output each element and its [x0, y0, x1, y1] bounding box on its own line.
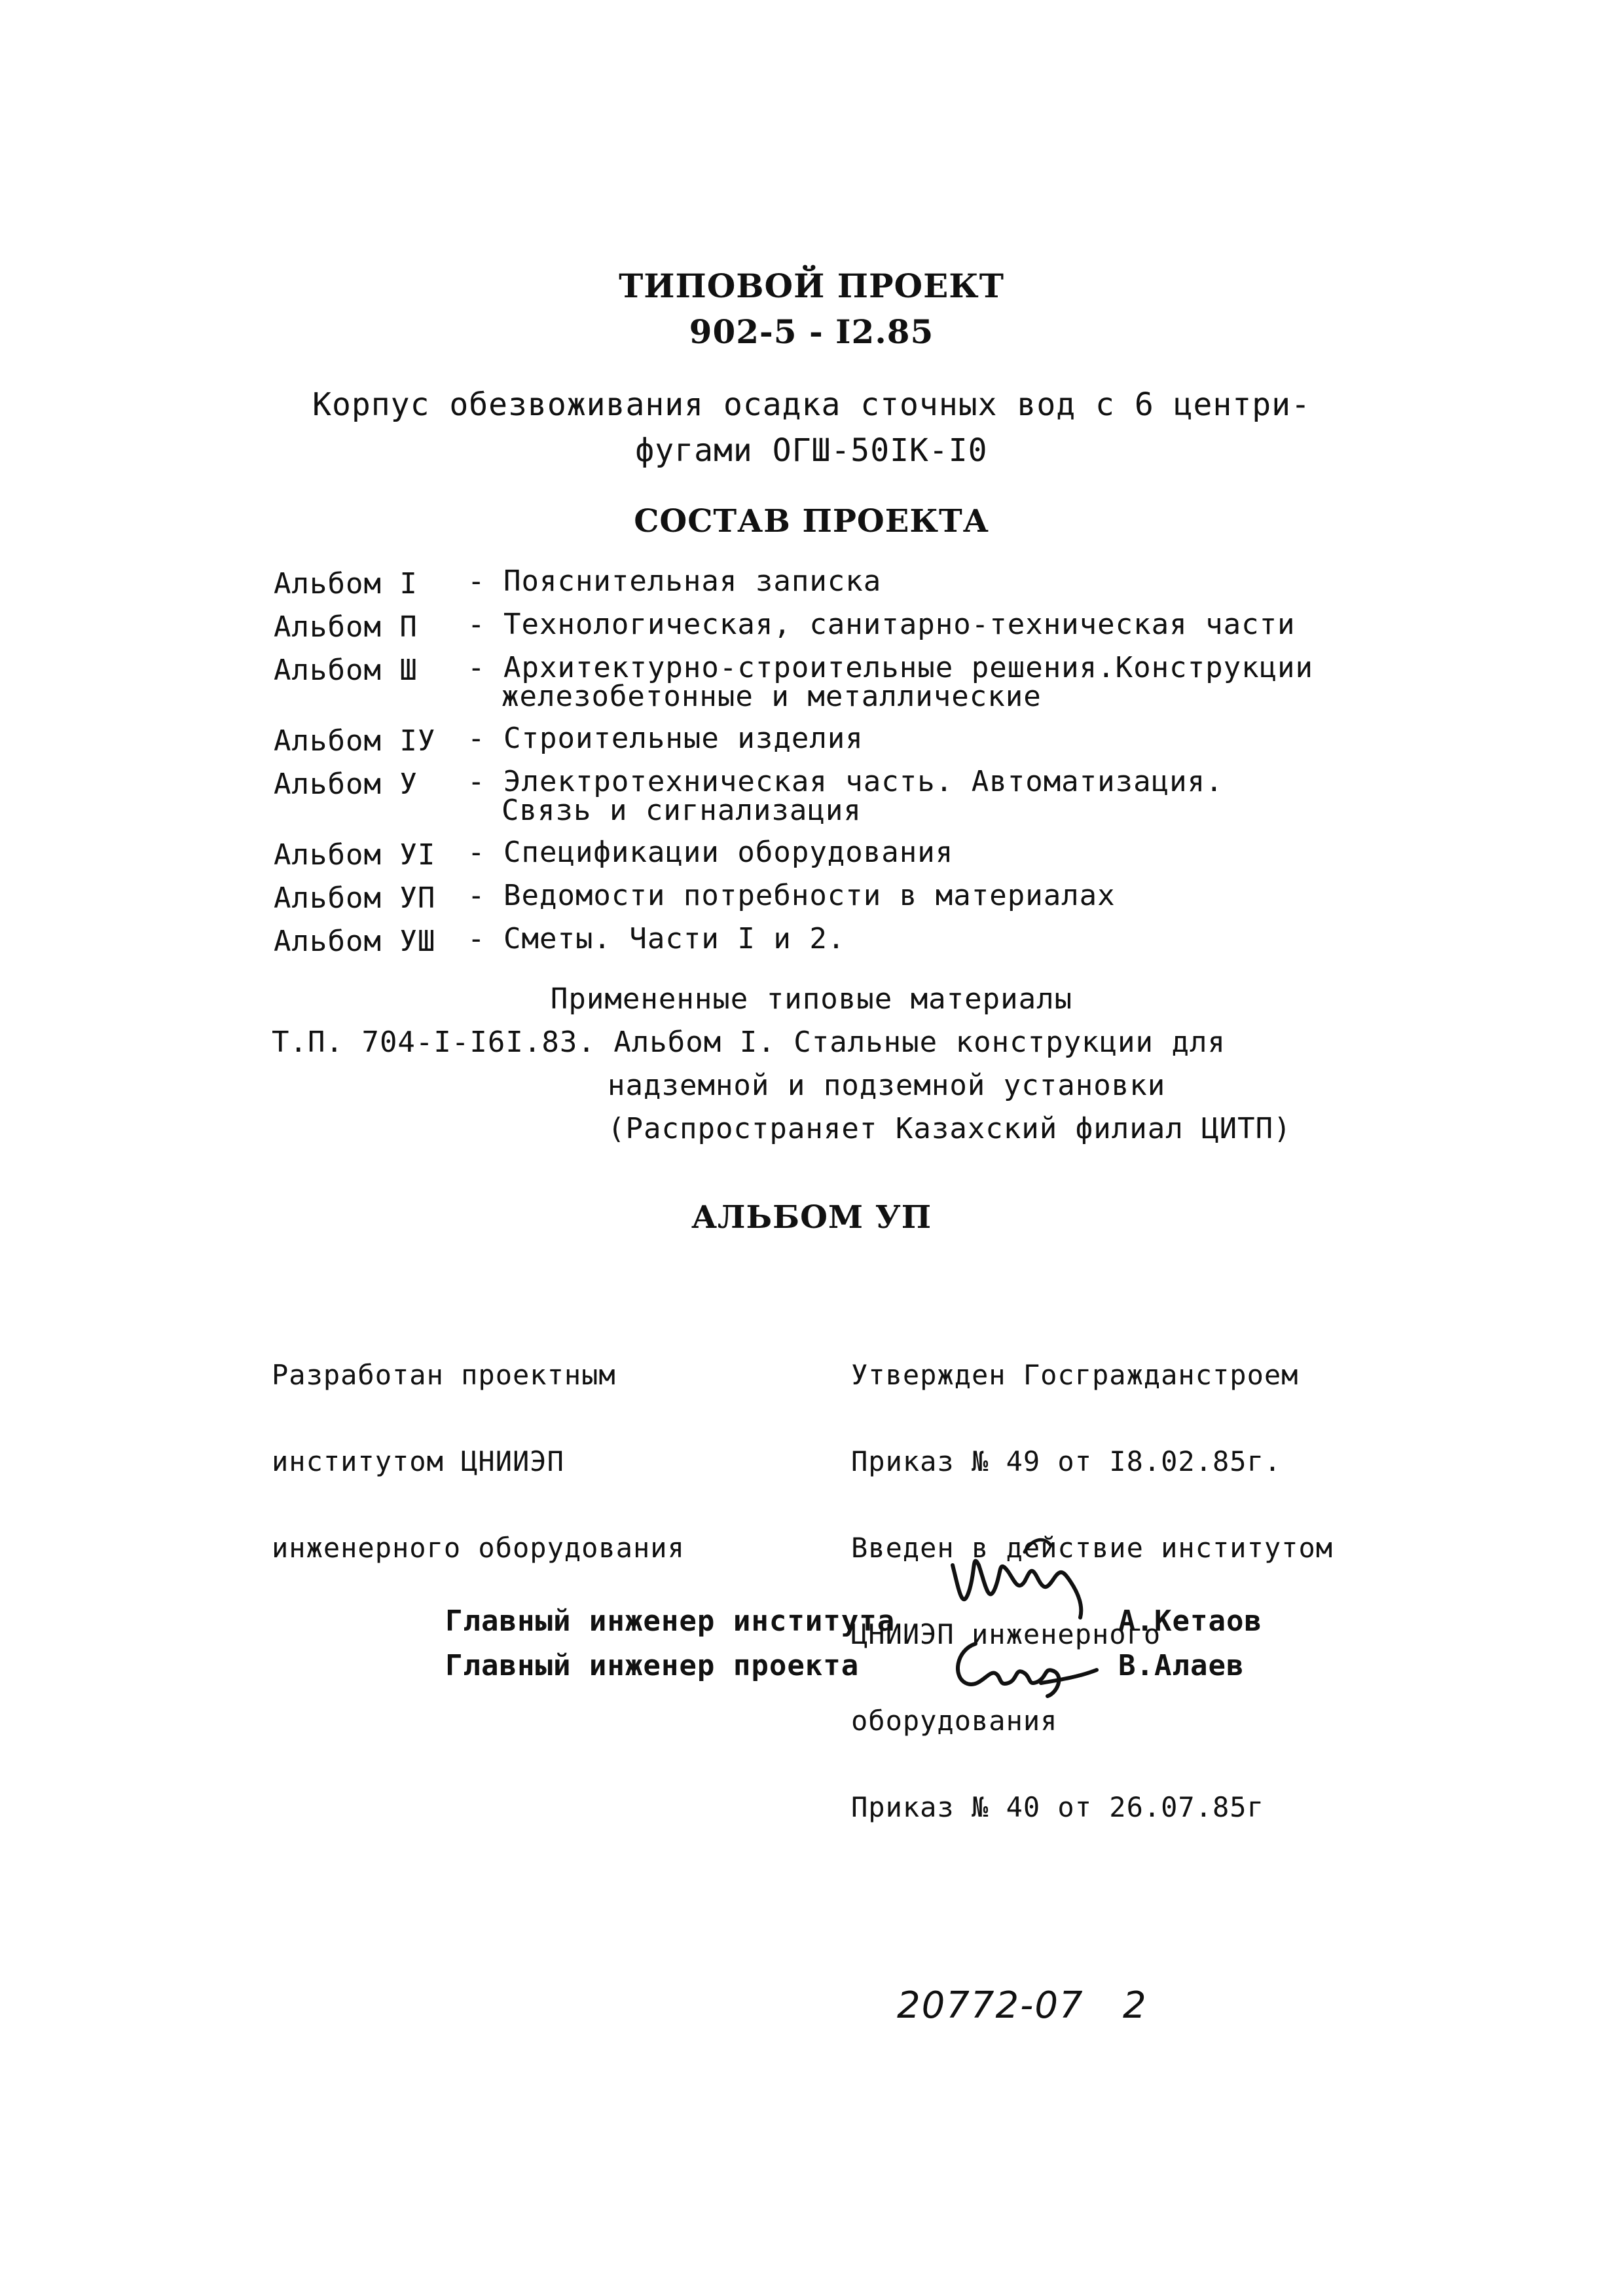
handwritten-signature — [946, 1526, 1097, 1624]
page-number: 2 — [1123, 1984, 1148, 2027]
approved-by-line: ЦНИИЭП инженерного — [851, 1618, 1161, 1650]
album-description — [467, 610, 1296, 639]
album-description-line: - Сметы. Части I и 2. — [467, 922, 846, 955]
album-description-line: железобетонные и металлические — [501, 680, 1042, 713]
signatory-name: В.Алаев — [1118, 1649, 1245, 1682]
album-description-line: - Архитектурно-строительные решения.Конструкции — [467, 651, 1314, 684]
document-code-and-page — [897, 1984, 1148, 2027]
album-description-line: - Ведомости потребности в материалах — [467, 879, 1116, 912]
album-description-line: - Строительные изделия — [467, 722, 864, 755]
developed-by-line: инженерного оборудования — [272, 1532, 685, 1564]
album-description-line: Связь и сигнализация — [501, 794, 862, 827]
doc-type-title: ТИПОВОЙ ПРОЕКТ — [619, 267, 1004, 305]
album-row — [0, 881, 1623, 921]
album-row — [0, 724, 1623, 764]
album-name: Альбом УП — [274, 881, 436, 915]
applied-materials-heading: Примененные типовые материалы — [550, 982, 1073, 1016]
project-description-line-2: фугами ОГШ-50IК-I0 — [635, 432, 988, 469]
document-code: 20772-07 — [897, 1984, 1084, 2027]
applied-materials-line-3: (Распространяет Казахский филиал ЦИТП) — [608, 1112, 1292, 1145]
album-description — [467, 922, 846, 955]
developed-by-line: Разработан проектным — [272, 1359, 616, 1391]
developed-by-block — [272, 1303, 685, 1620]
approved-by-line: Утвержден Госгражданстроем — [851, 1359, 1299, 1391]
doc-number: 902-5 - I2.85 — [689, 312, 934, 351]
album-description-line: - Спецификации оборудования — [467, 836, 954, 869]
album-row — [0, 765, 1623, 827]
album-name: Альбом УI — [274, 838, 436, 872]
album-row — [0, 651, 1623, 713]
album-description-line: - Технологическая, санитарно-техническая части — [467, 608, 1296, 641]
album-name: Альбом Ш — [274, 654, 418, 687]
album-description-line: - Пояснительная записка — [467, 565, 882, 598]
approved-by-line: Приказ № 40 от 26.07.85г — [851, 1791, 1264, 1823]
album-name: Альбом УШ — [274, 925, 436, 958]
approved-by-line: Приказ № 49 от I8.02.85г. — [851, 1445, 1282, 1477]
signatory-role: Главный инженер института — [445, 1604, 896, 1638]
album-description — [467, 567, 881, 596]
applied-materials-line-1: Т.П. 704-I-I6I.83. Альбом I. Стальные конструкции для — [272, 1026, 1226, 1059]
signatory-role: Главный инженер проекта — [445, 1649, 860, 1682]
current-album-title: АЛЬБОМ УП — [691, 1199, 932, 1236]
signatory-name: А.Кетаов — [1118, 1604, 1262, 1638]
album-row — [0, 567, 1623, 606]
album-row — [0, 838, 1623, 878]
album-row — [0, 610, 1623, 650]
developed-by-line: институтом ЦНИИЭП — [272, 1445, 564, 1477]
album-description-line: - Электротехническая часть. Автоматизация. — [467, 765, 1224, 798]
album-description — [467, 765, 1224, 827]
handwritten-signature — [949, 1631, 1100, 1703]
album-description — [467, 651, 1314, 713]
project-description-line-1: Корпус обезвоживания осадка сточных вод с 6 центри- — [312, 386, 1311, 423]
album-name: Альбом I — [274, 567, 418, 601]
applied-materials-line-2: надземной и подземной установки — [608, 1069, 1166, 1102]
album-description — [467, 724, 864, 753]
album-description — [467, 838, 953, 867]
album-name: Альбом У — [274, 768, 418, 801]
album-row — [0, 922, 1623, 964]
album-name: Альбом IУ — [274, 724, 436, 758]
approved-by-line: Введен в действие институтом — [851, 1532, 1334, 1564]
album-description — [467, 881, 1116, 910]
album-name: Альбом П — [274, 610, 418, 644]
composition-heading: СОСТАВ ПРОЕКТА — [634, 503, 989, 540]
approved-by-line: оборудования — [851, 1705, 1058, 1737]
